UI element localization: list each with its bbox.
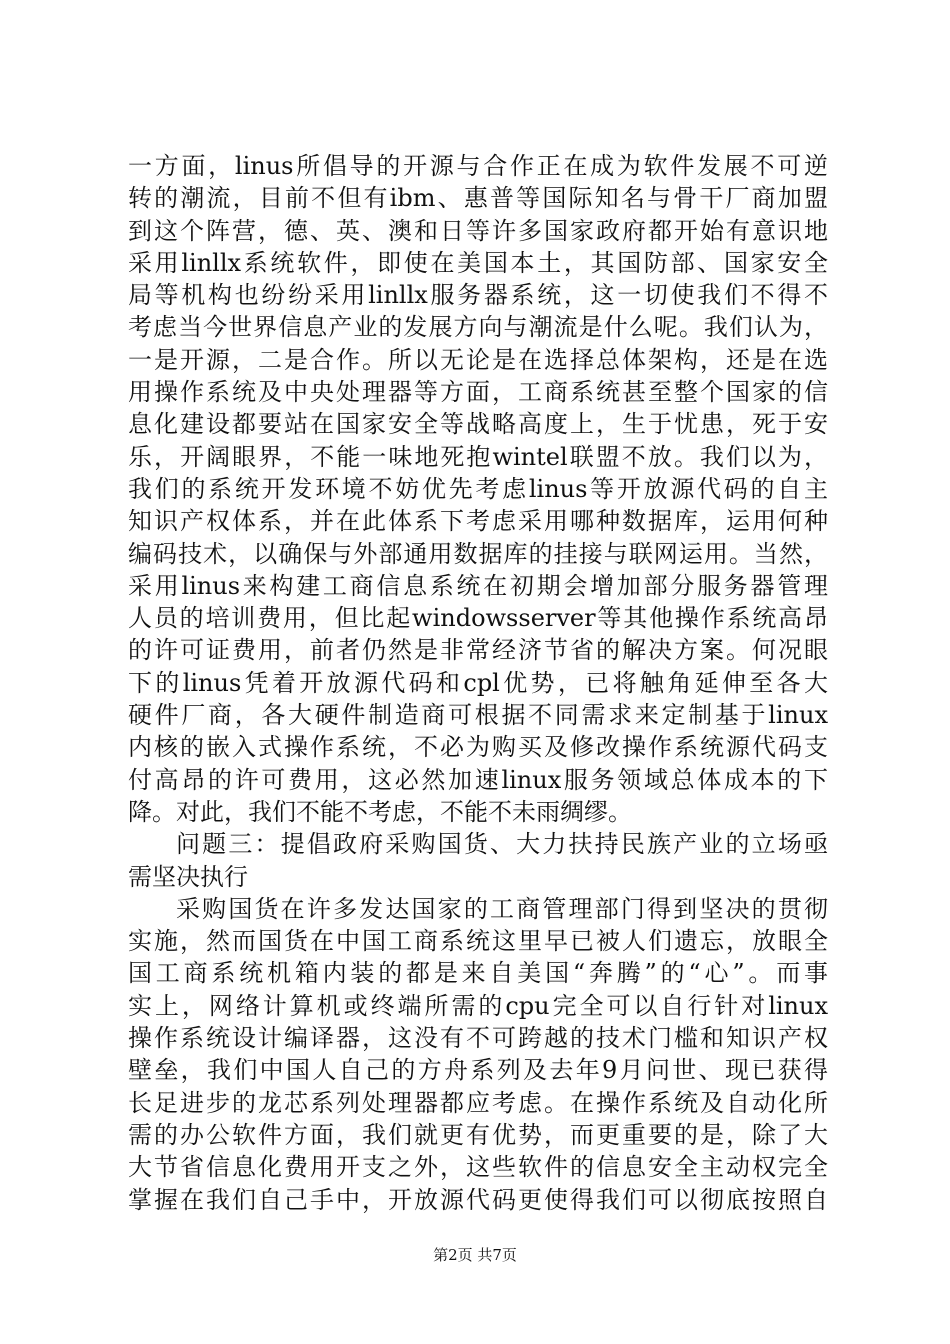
- text-line: 局等机构也纷纷采用linllx服务器系统，这一切使我们不得不: [128, 281, 828, 310]
- text-line: 转的潮流，目前不但有ibm、惠普等国际知名与骨干厂商加盟: [128, 184, 828, 213]
- text-line: 内核的嵌入式操作系统，不必为购买及修改操作系统源代码支: [128, 733, 828, 762]
- text-line: 采用linllx系统软件，即使在美国本土，其国防部、国家安全: [128, 248, 828, 277]
- text-line: 长足进步的龙芯系列处理器都应考虑。在操作系统及自动化所: [128, 1088, 828, 1117]
- text-line: 实施，然而国货在中国工商系统这里早已被人们遗忘，放眼全: [128, 927, 828, 956]
- text-line: 一是开源，二是合作。所以无论是在选择总体架构，还是在选: [128, 345, 828, 374]
- text-line: 采购国货在许多发达国家的工商管理部门得到坚决的贯彻: [176, 894, 828, 923]
- text-line: 操作系统设计编译器，这没有不可跨越的技术门槛和知识产权: [128, 1024, 828, 1053]
- heading-line: 问题三：提倡政府采购国货、大力扶持民族产业的立场亟: [176, 830, 828, 859]
- text-line: 国工商系统机箱内装的都是来自美国“奔腾”的“心”。而事: [128, 959, 828, 988]
- paragraph-domestic-procurement: [128, 893, 828, 1216]
- text-line: 需的办公软件方面，我们就更有优势，而更重要的是，除了大: [128, 1120, 828, 1149]
- text-line: 采用linus来构建工商信息系统在初期会增加部分服务器管理: [128, 571, 828, 600]
- body-text: [128, 150, 828, 1216]
- text-line: 到这个阵营，德、英、澳和日等许多国家政府都开始有意识地: [128, 216, 828, 245]
- paragraph-open-source: [128, 150, 828, 828]
- text-line: 壁垒，我们中国人自己的方舟系列及去年9月问世、现已获得: [128, 1056, 828, 1085]
- section-heading-issue-three: [128, 828, 828, 893]
- text-line: 一方面，linus所倡导的开源与合作正在成为软件发展不可逆: [128, 152, 828, 180]
- text-line: 掌握在我们自己手中，开放源代码更使得我们可以彻底按照自: [128, 1185, 828, 1214]
- text-line: 下的linus凭着开放源代码和cpl优势，已将触角延伸至各大: [128, 668, 828, 697]
- text-line: 知识产权体系，并在此体系下考虑采用哪种数据库，运用何种: [128, 507, 828, 536]
- text-line: 硬件厂商，各大硬件制造商可根据不同需求来定制基于linux: [128, 701, 828, 730]
- text-line: 我们的系统开发环境不妨优先考虑linus等开放源代码的自主: [128, 474, 828, 503]
- text-line: 付高昂的许可费用，这必然加速linux服务领域总体成本的下: [128, 765, 828, 794]
- text-line: 编码技术，以确保与外部通用数据库的挂接与联网运用。当然，: [128, 539, 828, 568]
- heading-line: 需坚决执行: [128, 862, 248, 891]
- text-line: 息化建设都要站在国家安全等战略高度上，生于忧患，死于安: [128, 410, 828, 439]
- text-line: 人员的培训费用，但比起windowsserver等其他操作系统高昂: [128, 604, 828, 633]
- text-line: 乐，开阔眼界，不能一味地死抱wintel联盟不放。我们以为，: [128, 442, 828, 471]
- text-line: 用操作系统及中央处理器等方面，工商系统甚至整个国家的信: [128, 378, 828, 407]
- page-number-footer: 第2页 共7页: [433, 1246, 517, 1264]
- text-line: 考虑当今世界信息产业的发展方向与潮流是什么呢。我们认为，: [128, 313, 828, 342]
- text-line: 实上，网络计算机或终端所需的cpu完全可以自行针对linux: [128, 991, 828, 1020]
- text-line: 大节省信息化费用开支之外，这些软件的信息安全主动权完全: [128, 1153, 828, 1182]
- text-line: 的许可证费用，前者仍然是非常经济节省的解决方案。何况眼: [128, 636, 828, 665]
- text-line: 降。对此，我们不能不考虑，不能不未雨绸缪。: [128, 797, 632, 826]
